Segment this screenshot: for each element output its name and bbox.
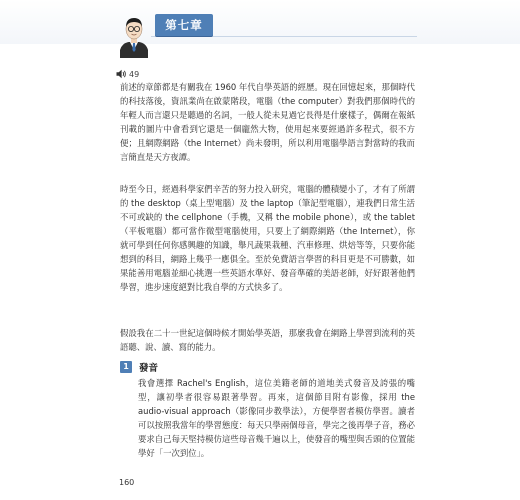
page-number: 160 bbox=[119, 478, 135, 487]
speaker-icon bbox=[116, 69, 127, 79]
author-avatar bbox=[117, 12, 151, 58]
header-rule bbox=[151, 36, 417, 37]
header-band bbox=[0, 0, 520, 44]
paragraph-4: 我會選擇 Rachel's English，這位美籍老師的道地美式發音及誇張的嘴型，讓初學者很容易跟著學習。再來，這個節目附有影像，採用 the audio-visual approach（影像同步教學法），方便學習者模仿學習。讀者可以按照我當年的學習態度：每天只學兩個母音，學完之後再學子音，務必要求自己每天堅持模仿這些母音幾千遍以上，使發音的嘴型與舌頭的位置能學好「一次到位」。 bbox=[138, 378, 415, 458]
section-title: 發音 bbox=[139, 363, 159, 374]
paragraph-1: 前述的章節都是有關我在 1960 年代自學英語的經歷。現在回憶起來，那個時代的科技落後，資訊業尚在啟蒙階段，電腦（the computer）對我們那個時代的年輕人而言還只是聽過的名詞，一般人從未見過它長得是什麼樣子，偶爾在報紙刊載的圖片中會看到它還是一個龐然大物，使用起來要經過許多程式，很不方便；且網際網路（the Internet）尚未發明，所以利用電腦學語言對當時的我而言簡直是天方夜譚。 bbox=[120, 82, 415, 162]
chapter-title: 第七章 bbox=[165, 18, 203, 32]
audio-track-number: 49 bbox=[129, 69, 140, 79]
section-number-badge: 1 bbox=[120, 361, 132, 373]
paragraph-3: 假設我在二十一世紀這個時候才開始學英語，那麼我會在網路上學習到流利的英語聽、說、讀、寫的能力。 bbox=[120, 328, 415, 352]
audio-track[interactable] bbox=[116, 68, 139, 80]
paragraph-2: 時至今日，經過科學家們辛苦的努力投入研究，電腦的體積變小了，才有了所謂的 the desktop（桌上型電腦）及 the laptop（筆記型電腦），連我們日常生活不可或缺的 the cellphone（手機，又稱 the mobile phone），或 the tablet（平板電腦）都可當作微型電腦使用，只要上了網際網路（the Internet），你就可學到任何你感興趣的知識，舉凡蔬果栽種、汽車修理、烘焙等等，只要你能想到的科目，網路上幾乎一應俱全。至於免費語言學習的科目更是不可勝數，如果能善用電腦並細心挑選一些英語水準好、發音準確的美語老師，好好跟著他們學習，進步速度絕對比我自學的方式快多了。 bbox=[120, 184, 415, 292]
chapter-tab bbox=[155, 14, 213, 36]
